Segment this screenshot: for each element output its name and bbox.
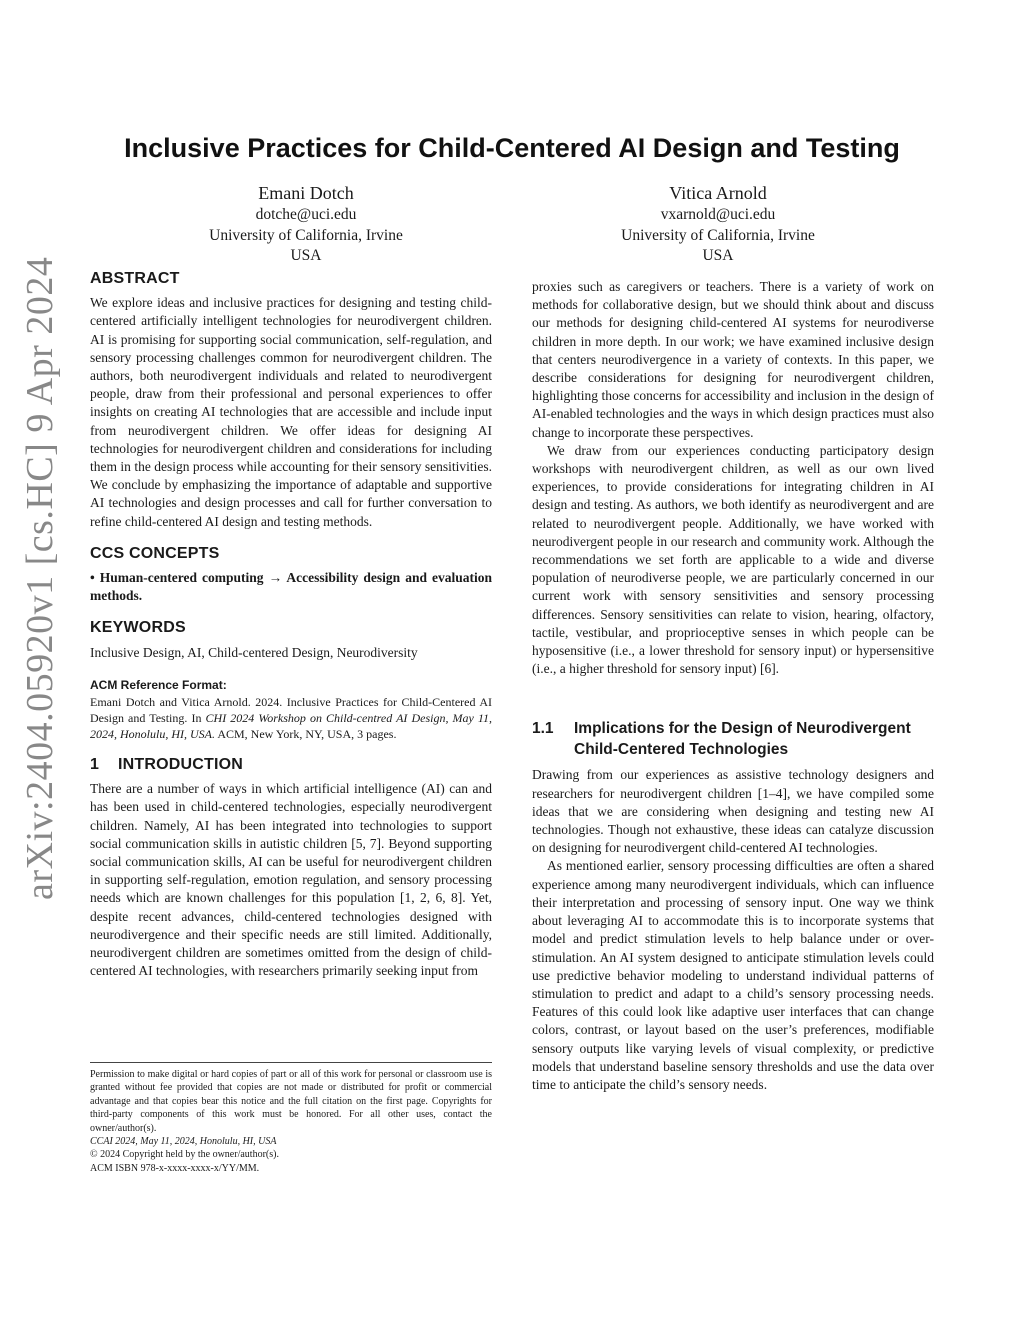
- author-name: Vitica Arnold: [669, 183, 767, 203]
- acm-reference-text: [90, 694, 492, 742]
- copyright-notice: © 2024 Copyright held by the owner/author(s).: [90, 1149, 279, 1161]
- conference-venue: CCAI 2024, May 11, 2024, Honolulu, HI, USA: [90, 1136, 277, 1148]
- introduction-paragraph-1-continued: proxies such as caregivers or teachers. There is a variety of work on methods for collaborative design, but we should think about and discuss our methods for designing child-centered AI systems for neurodiverse children in more depth. In our work; we have examined inclusive design that centers neurodivergence in a variety of contexts. In this paper, we describe considerations for designing for neurodivergent children, highlighting those concerns for accessibility and inclusion in the design of AI-enabled technologies and the ways in which design practices must also change to incorporate these perspectives.: [532, 279, 934, 440]
- paper-title: Inclusive Practices for Child-Centered AI Design and Testing: [124, 133, 900, 163]
- subsection-paragraph-2: As mentioned earlier, sensory processing difficulties are often a shared experience among many neurodivergent individuals, which can influence their interpretation and processing of sensory input. One way we think about leveraging AI to accommodate this is to incorporate systems that model and predict stimulation levels to help balance under or over-stimulation. An AI system designed to anticipate stimulation levels could use predictive behavior modeling to understand individual patterns of stimulation to predict and adapt to a child’s sensory processing needs. Features of this could look like adaptive user interfaces that can change colors, contrast, or layout based on the user’s preferences, modifiable sensory outputs like varying levels of visual complexity, or predictive models that understand baseline sensory thresholds and use the data over time to anticipate the child’s sensory needs.: [532, 858, 934, 1092]
- section-title: INTRODUCTION: [118, 756, 244, 774]
- arxiv-identifier: arXiv:2404.05920v1 [cs.HC] 9 Apr 2024: [19, 256, 61, 900]
- author-affiliation: University of California, Irvine: [209, 226, 403, 244]
- abstract-text: We explore ideas and inclusive practices for designing and testing child-centered artificially intelligent technologies for neurodivergent children. AI is promising for supporting social communication, self-regulation, and sensory processing challenges common for neurodivergent children. The authors, both neurodivergent individuals and related to neurodivergent people, draw from their professional and personal experiences to offer insights on creating AI technologies that are accessible and include input from neurodivergent children. We offer ideas for designing AI technologies for neurodivergent children and considerations for including them in the design process while accounting for their sensory sensitivities. We conclude by emphasizing the importance of adaptable and supportive AI technologies and design processes and call for further conversation to refine child-centered AI design and testing methods.: [90, 295, 492, 529]
- author-affiliation: University of California, Irvine: [621, 226, 815, 244]
- author-email: vxarnold@uci.edu: [660, 206, 776, 223]
- introduction-paragraph-1: There are a number of ways in which artificial intelligence (AI) can and has been used in child-centered technologies, especially neurodivergent children. Namely, AI has been integrated into technologies to support social communication skills in autistic children [5, 7]. Beyond supporting social communication skills, AI can be useful for neurodivergent children in supporting self-regulation, emotion regulation, and sensory processing needs which are known challenges for this population [1, 2, 6, 8]. Yet, despite recent advances, child-centered technologies designed with neurodivergence and their specific needs are still limited. Additionally, neurodivergent children are sometimes omitted from the design of child-centered AI technologies, with researchers primarily seeking input from: [90, 781, 492, 979]
- subsection-title: Implications for the Design of Neurodivergent Child-Centered Technologies: [574, 720, 911, 759]
- acm-reference-authors-title: Emani Dotch and Vitica Arnold. 2024. Inclusive Practices for Child-Centered AI Design and Testing. In: [90, 695, 492, 726]
- acm-reference-heading: ACM Reference Format:: [90, 677, 227, 692]
- left-column: [90, 270, 492, 981]
- isbn: ACM ISBN 978-x-xxxx-xxxx-x/YY/MM.: [90, 1162, 260, 1174]
- subsection-number: 1.1: [532, 720, 554, 738]
- right-column: [532, 278, 934, 1094]
- introduction-heading: [90, 756, 492, 774]
- keywords-text: Inclusive Design, AI, Child-centered Design, Neurodiversity: [90, 644, 418, 660]
- permission-text: Permission to make digital or hard copies of part or all of this work for personal or classroom use is granted without fee provided that copies are not made or distributed for profit or commercial advantage and that copies bear this notice and the full citation on the first page. Copyrights for third-party components of this work must be honored. For all other uses, contact the owner/author(s).: [90, 1069, 492, 1134]
- introduction-paragraph-2: We draw from our experiences conducting participatory design workshops with neurodivergent children, as well as our own lived experiences, to provide considerations for integrating children in AI design and testing. As authors, we both identify as neurodivergent and are related to neurodivergent people. Additionally, we have worked with neurodivergent people in our research and community work. Although the recommendations we set forth are applicable to a wide and diverse population of neurodiverse people, we are particularly concerned in our current work with sensory sensitivities and sensory processing differences. Sensory sensitivities can relate to vision, hearing, olfactory, tactile, vestibular, and proprioceptive senses in which people can be hyposensitive (i.e., a lower threshold for sensory input) or hypersensitive (i.e., a higher threshold for sensory input) [6].: [532, 442, 934, 677]
- permission-footnote: [90, 1062, 492, 1175]
- ccs-heading: CCS CONCEPTS: [90, 544, 220, 562]
- author-name: Emani Dotch: [258, 183, 354, 203]
- section-number: 1: [90, 756, 100, 774]
- subsection-heading: [532, 718, 934, 760]
- ccs-text: • Human-centered computing → Accessibility design and evaluation methods.: [90, 570, 492, 604]
- author-country: USA: [290, 247, 322, 264]
- acm-reference-venue: CHI 2024 Workshop on Child-centred AI Design, May 11, 2024, Honolulu, HI, USA.: [90, 711, 493, 742]
- keywords-heading: KEYWORDS: [90, 619, 186, 637]
- author-block-1: [146, 181, 466, 267]
- abstract-heading: ABSTRACT: [90, 270, 180, 287]
- author-email: dotche@uci.edu: [255, 206, 357, 223]
- author-block-2: [558, 181, 878, 267]
- acm-reference-publisher: ACM, New York, NY, USA, 3 pages.: [217, 727, 397, 742]
- author-country: USA: [702, 247, 734, 264]
- subsection-paragraph-1: Drawing from our experiences as assistive technology designers and researchers for neurodivergent children [1–4], we have compiled some ideas that we are considering when designing and testing new AI technologies. Though not exhaustive, these ideas can catalyze discussion on designing for neurodivergent child-centered AI technologies.: [532, 767, 934, 856]
